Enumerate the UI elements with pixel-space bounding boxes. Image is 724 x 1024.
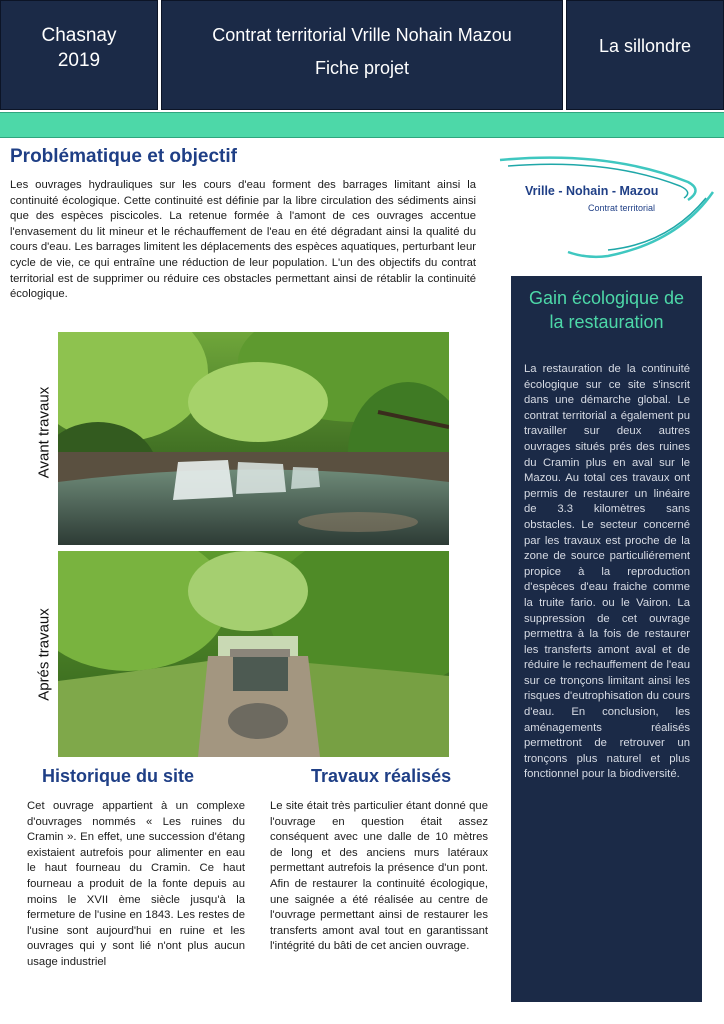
page-header xyxy=(0,0,724,110)
sidebar-text: La restauration de la continuité écologique sur ce site s'inscrit dans une démarche global. Le contrat territorial a également pu travailler sur deux autres ouvrages situés prés des ruines du Cramin plus en aval sur le Mazou. Au total ces travaux ont permis de restaurer un linéaire de 3.3 kilomètres sans obstacles. Le secteur concerné par les travaux est proche de la zone de source particuliérement propice à la reproduction d'espèces d'eau fraiche comme la truite fario. ou le Vairon. La suppression de cet ouvrage permettra à la fois de restaurer les transferts amont aval et de réduire le rechauffement de l'eau sur ce tronçons limitant ainsi les risques d'eutrophisation du cours d'eau. En conclusion, les aménagements réalisés permettront de retrouver un tronçons plus naturel et plus fonctionnel pour la biodiversité. xyxy=(524,363,690,781)
logo-title: Vrille - Nohain - Mazou xyxy=(525,184,659,198)
photo-label-after: Aprés travaux xyxy=(35,608,53,701)
section-title-historique: Historique du site xyxy=(42,766,195,786)
section-title-travaux: Travaux réalisés xyxy=(311,766,452,786)
header-title: Contrat territorial Vrille Nohain Mazou xyxy=(212,25,512,45)
header-subtitle: Fiche projet xyxy=(314,58,410,78)
header-title-box xyxy=(161,0,563,110)
header-location: Chasnay xyxy=(41,25,117,46)
header-project-name: La sillondre xyxy=(598,35,692,56)
contract-logo xyxy=(498,152,716,262)
photo-label-before: Avant travaux xyxy=(35,386,53,479)
section-text-travaux: Le site était très particulier étant donné que l'ouvrage en question était assez conséquent avec une dalle de 10 mètres de long et des anciens murs latéraux permettant autrefois la présence d'un pont. Afin de restaurer la continuité écologique, une saignée a été réalisée au centre de l'ouvrage permettant ainsi de restaurer les transferts amont aval tout en garantissant l'intégrité du bâti de cet ancien ouvrage. xyxy=(270,800,488,953)
header-location-box xyxy=(0,0,158,110)
sidebar-title-line2: la restauration xyxy=(549,312,664,332)
accent-bar xyxy=(0,112,724,138)
photo-before-works xyxy=(58,332,449,545)
section-text-problematique: Les ouvrages hydrauliques sur les cours d'eau forment des barrages limitant ainsi la continuité écologique. Cette continuité est définie par la libre circulation des sédiments ainsi que des espèces piscicoles. La retenue formée à l'amont de ces ouvrages accentue l'envasement du lit mineur et le réchauffement de l'eau en été dégradant ainsi la qualité du cours d'eau. Les barrages limitent les déplacements des espèces aquatiques, perturbant leur cycle de vie, ce qui entraîne une réduction de leur population. L'un des objectifs du contrat territorial est de supprimer ou réduire ces obstacles permettant ainsi de rétablir la continuité écologique. xyxy=(10,179,476,301)
sidebar-title xyxy=(511,286,702,334)
sidebar-ecological-gain xyxy=(511,276,702,1002)
photo-after-works xyxy=(58,551,449,757)
section-text-historique: Cet ouvrage appartient à un complexe d'ouvrages nommés « Les ruines du Cramin ». En effet, une succession d'étang existaient autrefois pour alimenter en eau le haut fourneau du Cramin. Ce haut fourneau a produit de la fonte depuis au moins le XVII ème siècle jusqu'à la fermeture de l'usine en 1843. Les restes de l'usine sont aujourd'hui en ruine et les ouvrages qui y sont lié n'ont plus aucun usage industriel xyxy=(27,800,245,968)
header-project-box xyxy=(566,0,724,110)
sidebar-title-line1: Gain écologique de xyxy=(528,288,685,308)
logo-subtitle: Contrat territorial xyxy=(588,203,656,213)
header-year: 2019 xyxy=(57,50,101,71)
section-title-problematique: Problématique et objectif xyxy=(10,146,237,167)
